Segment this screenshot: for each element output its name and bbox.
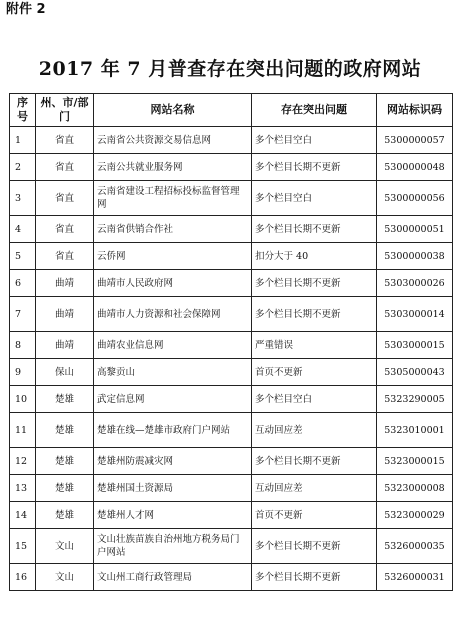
row-region: 保山 — [36, 359, 94, 386]
row-site-name: 文山壮族苗族自治州地方税务局门户网站 — [94, 529, 252, 564]
sites-table — [9, 93, 453, 591]
table-row — [10, 332, 453, 359]
row-index: 5 — [10, 243, 36, 270]
table-row — [10, 181, 453, 216]
document-title: 2017 年 7 月普查存在突出问题的政府网站 — [38, 58, 422, 80]
table-row — [10, 270, 453, 297]
row-issue: 多个栏目空白 — [252, 181, 377, 216]
row-region: 文山 — [36, 529, 94, 564]
table-row — [10, 529, 453, 564]
table-row — [10, 154, 453, 181]
row-index: 16 — [10, 564, 36, 591]
row-site-name: 楚雄州国土资源局 — [94, 475, 252, 502]
row-region: 楚雄 — [36, 413, 94, 448]
row-index: 13 — [10, 475, 36, 502]
row-site-code: 5300000057 — [377, 127, 453, 154]
table-row — [10, 386, 453, 413]
header-site-name: 网站名称 — [94, 94, 252, 127]
header-issue: 存在突出问题 — [252, 94, 377, 127]
row-index: 14 — [10, 502, 36, 529]
row-site-name: 楚雄在线—楚雄市政府门户网站 — [94, 413, 252, 448]
row-site-name: 曲靖市人民政府网 — [94, 270, 252, 297]
row-index: 12 — [10, 448, 36, 475]
row-index: 8 — [10, 332, 36, 359]
row-index: 10 — [10, 386, 36, 413]
row-site-name: 云南省公共资源交易信息网 — [94, 127, 252, 154]
row-index: 1 — [10, 127, 36, 154]
row-site-name: 楚雄州防震减灾网 — [94, 448, 252, 475]
row-site-name: 云南公共就业服务网 — [94, 154, 252, 181]
row-site-code: 5300000056 — [377, 181, 453, 216]
row-region: 楚雄 — [36, 448, 94, 475]
row-site-name: 曲靖市人力资源和社会保障网 — [94, 297, 252, 332]
table-row — [10, 297, 453, 332]
row-index: 7 — [10, 297, 36, 332]
row-site-name: 楚雄州人才网 — [94, 502, 252, 529]
row-index: 15 — [10, 529, 36, 564]
row-issue: 严重错误 — [252, 332, 377, 359]
row-issue: 首页不更新 — [252, 502, 377, 529]
row-region: 曲靖 — [36, 332, 94, 359]
row-index: 9 — [10, 359, 36, 386]
attachment-label: 附件 2 — [6, 2, 46, 17]
row-site-name: 云南省建设工程招标投标监督管理网 — [94, 181, 252, 216]
row-region: 楚雄 — [36, 502, 94, 529]
row-issue: 互动回应差 — [252, 413, 377, 448]
row-issue: 互动回应差 — [252, 475, 377, 502]
row-site-code: 5323290005 — [377, 386, 453, 413]
header-site-code: 网站标识码 — [377, 94, 453, 127]
row-site-code: 5300000038 — [377, 243, 453, 270]
row-region: 省直 — [36, 216, 94, 243]
row-region: 曲靖 — [36, 297, 94, 332]
row-index: 11 — [10, 413, 36, 448]
table-row — [10, 448, 453, 475]
row-issue: 扣分大于 40 — [252, 243, 377, 270]
table-row — [10, 564, 453, 591]
table-row — [10, 502, 453, 529]
row-site-code: 5303000026 — [377, 270, 453, 297]
row-site-code: 5300000048 — [377, 154, 453, 181]
row-issue: 多个栏目长期不更新 — [252, 297, 377, 332]
row-region: 省直 — [36, 127, 94, 154]
row-region: 文山 — [36, 564, 94, 591]
row-region: 楚雄 — [36, 386, 94, 413]
row-site-name: 武定信息网 — [94, 386, 252, 413]
table-row — [10, 413, 453, 448]
row-site-code: 5326000031 — [377, 564, 453, 591]
row-site-code: 5323010001 — [377, 413, 453, 448]
row-site-name: 云南省供销合作社 — [94, 216, 252, 243]
row-index: 6 — [10, 270, 36, 297]
row-region: 省直 — [36, 154, 94, 181]
row-issue: 多个栏目长期不更新 — [252, 216, 377, 243]
row-site-name: 曲靖农业信息网 — [94, 332, 252, 359]
row-region: 楚雄 — [36, 475, 94, 502]
row-index: 4 — [10, 216, 36, 243]
row-issue: 多个栏目长期不更新 — [252, 270, 377, 297]
table-row — [10, 475, 453, 502]
row-site-code: 5326000035 — [377, 529, 453, 564]
row-issue: 多个栏目长期不更新 — [252, 448, 377, 475]
table-row — [10, 243, 453, 270]
row-issue: 多个栏目长期不更新 — [252, 564, 377, 591]
row-site-code: 5305000043 — [377, 359, 453, 386]
row-site-code: 5300000051 — [377, 216, 453, 243]
row-site-code: 5323000008 — [377, 475, 453, 502]
row-issue: 多个栏目空白 — [252, 386, 377, 413]
row-issue: 多个栏目长期不更新 — [252, 154, 377, 181]
row-issue: 多个栏目空白 — [252, 127, 377, 154]
header-region: 州、市/部门 — [36, 94, 94, 127]
row-site-code: 5303000015 — [377, 332, 453, 359]
row-issue: 首页不更新 — [252, 359, 377, 386]
row-site-name: 文山州工商行政管理局 — [94, 564, 252, 591]
table-header-row — [10, 94, 453, 127]
row-index: 2 — [10, 154, 36, 181]
table-row — [10, 127, 453, 154]
header-index: 序号 — [10, 94, 36, 127]
row-site-code: 5323000015 — [377, 448, 453, 475]
table-row — [10, 359, 453, 386]
row-site-code: 5303000014 — [377, 297, 453, 332]
row-index: 3 — [10, 181, 36, 216]
row-issue: 多个栏目长期不更新 — [252, 529, 377, 564]
row-region: 省直 — [36, 243, 94, 270]
row-region: 曲靖 — [36, 270, 94, 297]
row-site-code: 5323000029 — [377, 502, 453, 529]
row-region: 省直 — [36, 181, 94, 216]
row-site-name: 高黎贡山 — [94, 359, 252, 386]
row-site-name: 云侨网 — [94, 243, 252, 270]
table-row — [10, 216, 453, 243]
